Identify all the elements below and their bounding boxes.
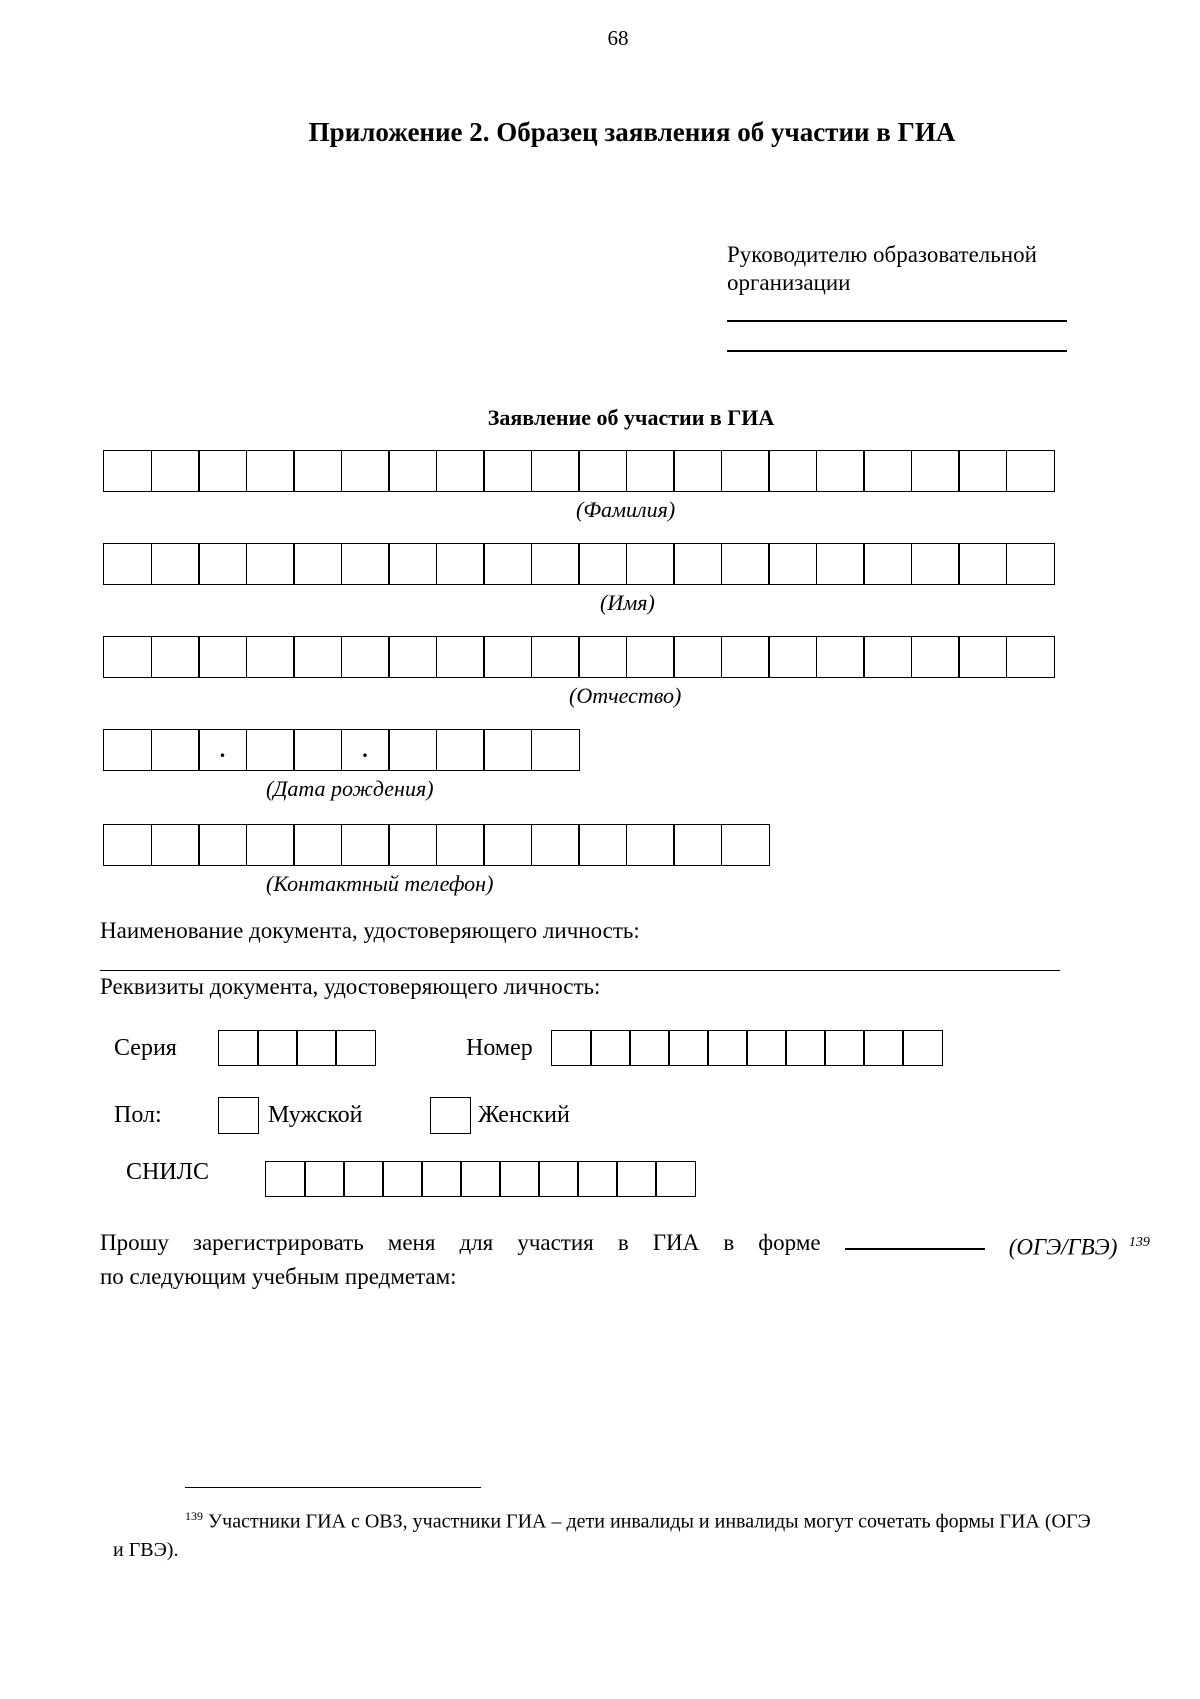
input-cell[interactable]: [1006, 450, 1055, 492]
form-title: Заявление об участии в ГИА: [487, 405, 775, 430]
input-cell[interactable]: [246, 824, 295, 866]
input-cell[interactable]: [863, 1030, 904, 1066]
input-cell[interactable]: [483, 824, 532, 866]
input-cell[interactable]: [341, 450, 390, 492]
input-cell[interactable]: [151, 729, 200, 771]
snils-cells[interactable]: [265, 1161, 696, 1197]
input-cell[interactable]: [293, 824, 342, 866]
input-cell[interactable]: [335, 1030, 376, 1066]
input-cell[interactable]: [103, 450, 152, 492]
input-cell[interactable]: [551, 1030, 592, 1066]
input-cell[interactable]: [198, 543, 247, 585]
patronymic-cells[interactable]: [103, 636, 1055, 678]
document-name-label: Наименование документа, удостоверяющего личность:: [100, 918, 640, 943]
input-cell[interactable]: [198, 824, 247, 866]
exam-format-blank[interactable]: [845, 1228, 985, 1250]
exam-format-options-text: (ОГЭ/ГВЭ): [1008, 1234, 1118, 1260]
input-cell[interactable]: [531, 543, 580, 585]
input-cell[interactable]: [246, 729, 295, 771]
input-cell[interactable]: [626, 636, 675, 678]
input-cell[interactable]: [1006, 543, 1055, 585]
input-cell[interactable]: [436, 450, 485, 492]
footnote-ref: 139: [1128, 1235, 1150, 1250]
input-cell[interactable]: [103, 543, 152, 585]
input-cell[interactable]: [151, 824, 200, 866]
number-cells[interactable]: [551, 1030, 943, 1066]
input-cell[interactable]: [436, 729, 485, 771]
input-cell[interactable]: [816, 543, 865, 585]
request-word: меня: [387, 1230, 436, 1255]
input-cell[interactable]: [863, 450, 912, 492]
input-cell[interactable]: [746, 1030, 787, 1066]
exam-format-options: [1009, 1228, 1150, 1262]
input-cell[interactable]: [673, 543, 722, 585]
name-cells[interactable]: [103, 543, 1055, 585]
input-cell[interactable]: [768, 450, 817, 492]
addressee-blank-line-2[interactable]: [727, 350, 1067, 352]
birthdate-cells[interactable]: [103, 729, 580, 771]
addressee-block: [727, 241, 1087, 297]
input-cell[interactable]: [673, 824, 722, 866]
input-cell[interactable]: [151, 636, 200, 678]
request-word: для: [459, 1230, 494, 1255]
input-cell[interactable]: [388, 543, 437, 585]
input-cell[interactable]: [958, 543, 1007, 585]
input-cell[interactable]: [531, 824, 580, 866]
input-cell[interactable]: [293, 729, 342, 771]
input-cell[interactable]: [707, 1030, 748, 1066]
input-cell[interactable]: [483, 450, 532, 492]
birthdate-caption: (Дата рождения): [266, 776, 434, 801]
footnote-number: 139: [185, 1509, 203, 1523]
input-cell[interactable]: [816, 636, 865, 678]
input-cell[interactable]: [721, 824, 770, 866]
input-cell[interactable]: [721, 450, 770, 492]
input-cell[interactable]: [257, 1030, 298, 1066]
input-cell[interactable]: [578, 824, 627, 866]
input-cell[interactable]: [151, 543, 200, 585]
input-cell[interactable]: [421, 1161, 462, 1197]
input-cell[interactable]: [531, 636, 580, 678]
request-word: форме: [758, 1230, 821, 1255]
input-cell[interactable]: [343, 1161, 384, 1197]
input-cell[interactable]: [436, 636, 485, 678]
input-cell[interactable]: [768, 543, 817, 585]
input-cell[interactable]: [721, 543, 770, 585]
request-word: Прошу: [100, 1230, 169, 1255]
input-cell[interactable]: [483, 729, 532, 771]
input-cell[interactable]: [103, 636, 152, 678]
input-cell[interactable]: [902, 1030, 943, 1066]
footnote: [113, 1502, 1103, 1564]
input-cell[interactable]: [911, 450, 960, 492]
input-cell[interactable]: [626, 824, 675, 866]
input-cell[interactable]: [531, 729, 580, 771]
input-cell[interactable]: [863, 543, 912, 585]
input-cell[interactable]: [198, 450, 247, 492]
input-cell[interactable]: [293, 636, 342, 678]
input-cell[interactable]: [218, 1030, 259, 1066]
input-cell[interactable]: [721, 636, 770, 678]
surname-caption: (Фамилия): [576, 497, 676, 522]
input-cell[interactable]: [293, 543, 342, 585]
input-cell[interactable]: [293, 450, 342, 492]
addressee-line-2: организации: [727, 270, 851, 295]
input-cell[interactable]: [246, 543, 295, 585]
female-checkbox[interactable]: [430, 1097, 471, 1134]
input-cell[interactable]: [341, 543, 390, 585]
input-cell[interactable]: [103, 824, 152, 866]
input-cell[interactable]: [341, 824, 390, 866]
input-cell[interactable]: [911, 543, 960, 585]
series-cells[interactable]: [218, 1030, 376, 1066]
input-cell[interactable]: [151, 450, 200, 492]
input-cell[interactable]: [626, 543, 675, 585]
document-details-label: Реквизиты документа, удостоверяющего личность:: [100, 974, 601, 999]
input-cell[interactable]: [626, 450, 675, 492]
input-cell[interactable]: [863, 636, 912, 678]
addressee-line-1: Руководителю образовательной: [727, 242, 1037, 267]
addressee-blank-line-1[interactable]: [727, 320, 1067, 322]
input-cell[interactable]: [304, 1161, 345, 1197]
input-cell[interactable]: [578, 636, 627, 678]
series-label: Серия: [114, 1035, 177, 1061]
input-cell[interactable]: [590, 1030, 631, 1066]
input-cell[interactable]: [673, 450, 722, 492]
surname-cells[interactable]: [103, 450, 1055, 492]
male-label: Мужской: [268, 1102, 363, 1128]
input-cell[interactable]: [1006, 636, 1055, 678]
input-cell[interactable]: [246, 636, 295, 678]
input-cell[interactable]: [388, 450, 437, 492]
input-cell[interactable]: [629, 1030, 670, 1066]
input-cell[interactable]: [246, 450, 295, 492]
footnote-text: Участники ГИА с ОВЗ, участники ГИА – дети инвалиды и инвалиды могут сочетать формы ГИА (ОГЭ и ГВЭ).: [113, 1510, 1091, 1561]
request-word: в: [617, 1230, 629, 1255]
input-cell[interactable]: [296, 1030, 337, 1066]
input-cell[interactable]: [768, 636, 817, 678]
input-cell[interactable]: [436, 824, 485, 866]
input-cell[interactable]: [499, 1161, 540, 1197]
date-separator-cell[interactable]: .: [341, 729, 390, 771]
patronymic-caption: (Отчество): [569, 683, 682, 708]
input-cell[interactable]: [538, 1161, 579, 1197]
name-caption: (Имя): [600, 590, 655, 615]
input-cell[interactable]: [531, 450, 580, 492]
input-cell[interactable]: [460, 1161, 501, 1197]
appendix-title: Приложение 2. Образец заявления об участии в ГИА: [308, 117, 956, 147]
request-line-1: [100, 1228, 1150, 1262]
input-cell[interactable]: [388, 636, 437, 678]
input-cell[interactable]: [816, 450, 865, 492]
gender-label: Пол:: [114, 1102, 162, 1128]
male-checkbox[interactable]: [218, 1097, 259, 1134]
input-cell[interactable]: [198, 636, 247, 678]
input-cell[interactable]: [958, 636, 1007, 678]
input-cell[interactable]: [382, 1161, 423, 1197]
input-cell[interactable]: [824, 1030, 865, 1066]
snils-label: СНИЛС: [126, 1159, 209, 1185]
input-cell[interactable]: [388, 824, 437, 866]
input-cell[interactable]: [578, 543, 627, 585]
input-cell[interactable]: [655, 1161, 696, 1197]
date-separator-cell[interactable]: .: [198, 729, 247, 771]
request-word: ГИА: [652, 1230, 700, 1255]
input-cell[interactable]: [341, 636, 390, 678]
input-cell[interactable]: [616, 1161, 657, 1197]
phone-cells[interactable]: [103, 824, 770, 866]
input-cell[interactable]: [578, 450, 627, 492]
input-cell[interactable]: [577, 1161, 618, 1197]
input-cell[interactable]: [388, 729, 437, 771]
request-word: участия: [517, 1230, 594, 1255]
input-cell[interactable]: [483, 543, 532, 585]
request-word: зарегистрировать: [192, 1230, 364, 1255]
input-cell[interactable]: [673, 636, 722, 678]
phone-caption: (Контактный телефон): [266, 871, 494, 896]
request-paragraph: [100, 1228, 1150, 1291]
input-cell[interactable]: [911, 636, 960, 678]
input-cell[interactable]: [785, 1030, 826, 1066]
request-line-2: по следующим учебным предметам:: [100, 1263, 457, 1289]
input-cell[interactable]: [668, 1030, 709, 1066]
document-name-line[interactable]: [100, 970, 1060, 971]
footnote-separator: [185, 1487, 481, 1488]
number-label: Номер: [466, 1035, 533, 1061]
page-number: 68: [607, 26, 629, 50]
input-cell[interactable]: [103, 729, 152, 771]
input-cell[interactable]: [265, 1161, 306, 1197]
input-cell[interactable]: [483, 636, 532, 678]
input-cell[interactable]: [958, 450, 1007, 492]
female-label: Женский: [478, 1102, 570, 1128]
request-word: в: [723, 1230, 735, 1255]
input-cell[interactable]: [436, 543, 485, 585]
